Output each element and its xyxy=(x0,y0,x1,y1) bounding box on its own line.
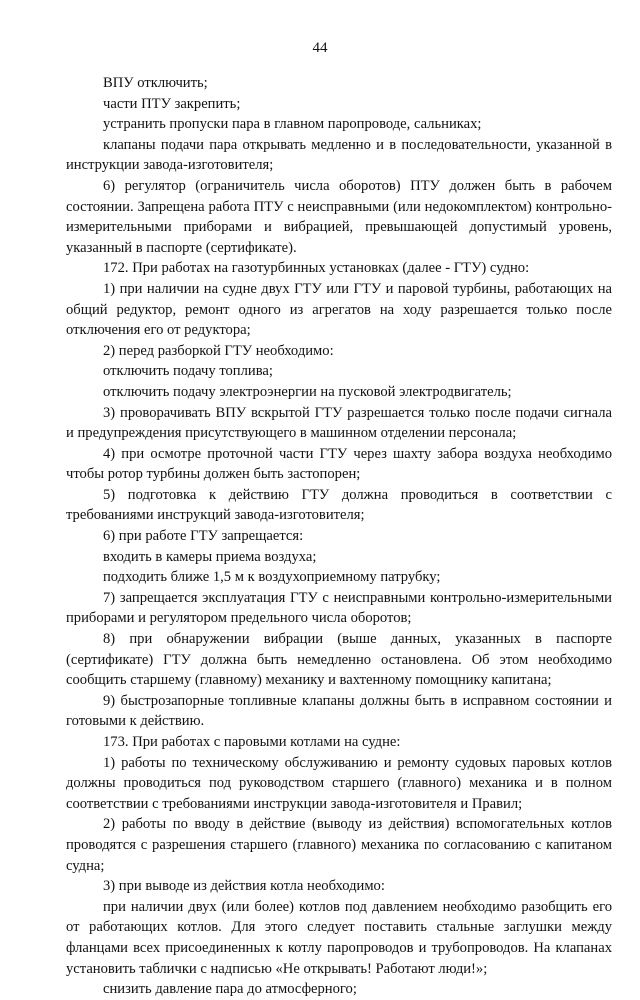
paragraph: 1) при наличии на судне двух ГТУ или ГТУ и паровой турбины, работающих на общий редуктор, ремонт одного из агрегатов на ходу разрешается только после отключения его от редуктора; xyxy=(66,280,612,339)
paragraph: ВПУ отключить; xyxy=(103,75,208,91)
paragraph: 6) при работе ГТУ запрещается: xyxy=(103,528,304,545)
paragraph: снизить давление пара до атмосферного; xyxy=(103,981,357,998)
paragraph: 3) при выводе из действия котла необходимо: xyxy=(103,878,385,895)
paragraph: 6) регулятор (ограничитель числа оборотов) ПТУ должен быть в рабочем состоянии. Запрещена работа ПТУ с неисправными (или недокомплектом) контрольно-измерительными приборами и вибрацией, превышающей допустимый уровень, указанный в паспорте (сертификате). xyxy=(66,177,612,256)
paragraph: 1) работы по техническому обслуживанию и ремонту судовых паровых котлов должны проводиться под руководством старшего (главного) механика и в полном соответствии с требованиями инструкции завода-изготовителя и Правил; xyxy=(66,754,612,812)
paragraph: части ПТУ закрепить; xyxy=(103,95,241,112)
paragraph: входить в камеры приема воздуха; xyxy=(103,548,317,565)
paragraph: 2) перед разборкой ГТУ необходимо: xyxy=(103,342,334,359)
paragraph: отключить подачу топлива; xyxy=(103,363,273,380)
paragraph: 5) подготовка к действию ГТУ должна проводиться в соответствии с требованиями инструкций завода-изготовителя; xyxy=(66,486,612,524)
section-heading: 172. При работах на газотурбинных установках (далее - ГТУ) судно: xyxy=(103,260,530,277)
paragraph: 8) при обнаружении вибрации (выше данных, указанных в паспорте (сертификате) ГТУ должна быть немедленно остановлена. Об этом необходимо сообщить старшему (главному) механику и вахтенному помощнику капитана; xyxy=(66,631,612,689)
paragraph: подходить ближе 1,5 м к воздухоприемному патрубку; xyxy=(103,569,441,586)
section-heading: 173. При работах с паровыми котлами на судне: xyxy=(103,734,401,750)
paragraph: клапаны подачи пара открывать медленно и в последовательности, указанной в инструкции завода-изготовителя; xyxy=(66,136,612,174)
paragraph: 2) работы по вводу в действие (выводу из действия) вспомогательных котлов проводятся с разрешения старшего (главного) механика по согласованию с капитаном судна; xyxy=(66,816,612,874)
paragraph: 9) быстрозапорные топливные клапаны должны быть в исправном состоянии и готовыми к действию. xyxy=(66,692,612,730)
paragraph: 7) запрещается эксплуатация ГТУ с неисправными контрольно-измерительными приборами и регулятором предельного числа оборотов; xyxy=(66,589,612,627)
paragraph: отключить подачу электроэнергии на пусковой электродвигатель; xyxy=(103,383,512,400)
page-number: 44 xyxy=(312,40,328,56)
document-body xyxy=(66,73,612,1000)
paragraph: 3) проворачивать ВПУ вскрытой ГТУ разрешается только после подачи сигнала и предупреждения присутствующего в машинном отделении персонала; xyxy=(66,404,612,442)
paragraph: 4) при осмотре проточной части ГТУ через шахту забора воздуха необходимо чтобы ротор турбины должен быть застопорен; xyxy=(66,445,612,483)
paragraph: устранить пропуски пара в главном паропроводе, сальниках; xyxy=(103,116,482,133)
paragraph: при наличии двух (или более) котлов под давлением необходимо разобщить его от работающих котлов. Для этого следует поставить стальные заглушки между фланцами всех присоединенных к котлу паропроводов и трубопроводов. На клапанах установить таблички с надписью «Не открывать! Работают люди!»; xyxy=(66,898,612,977)
